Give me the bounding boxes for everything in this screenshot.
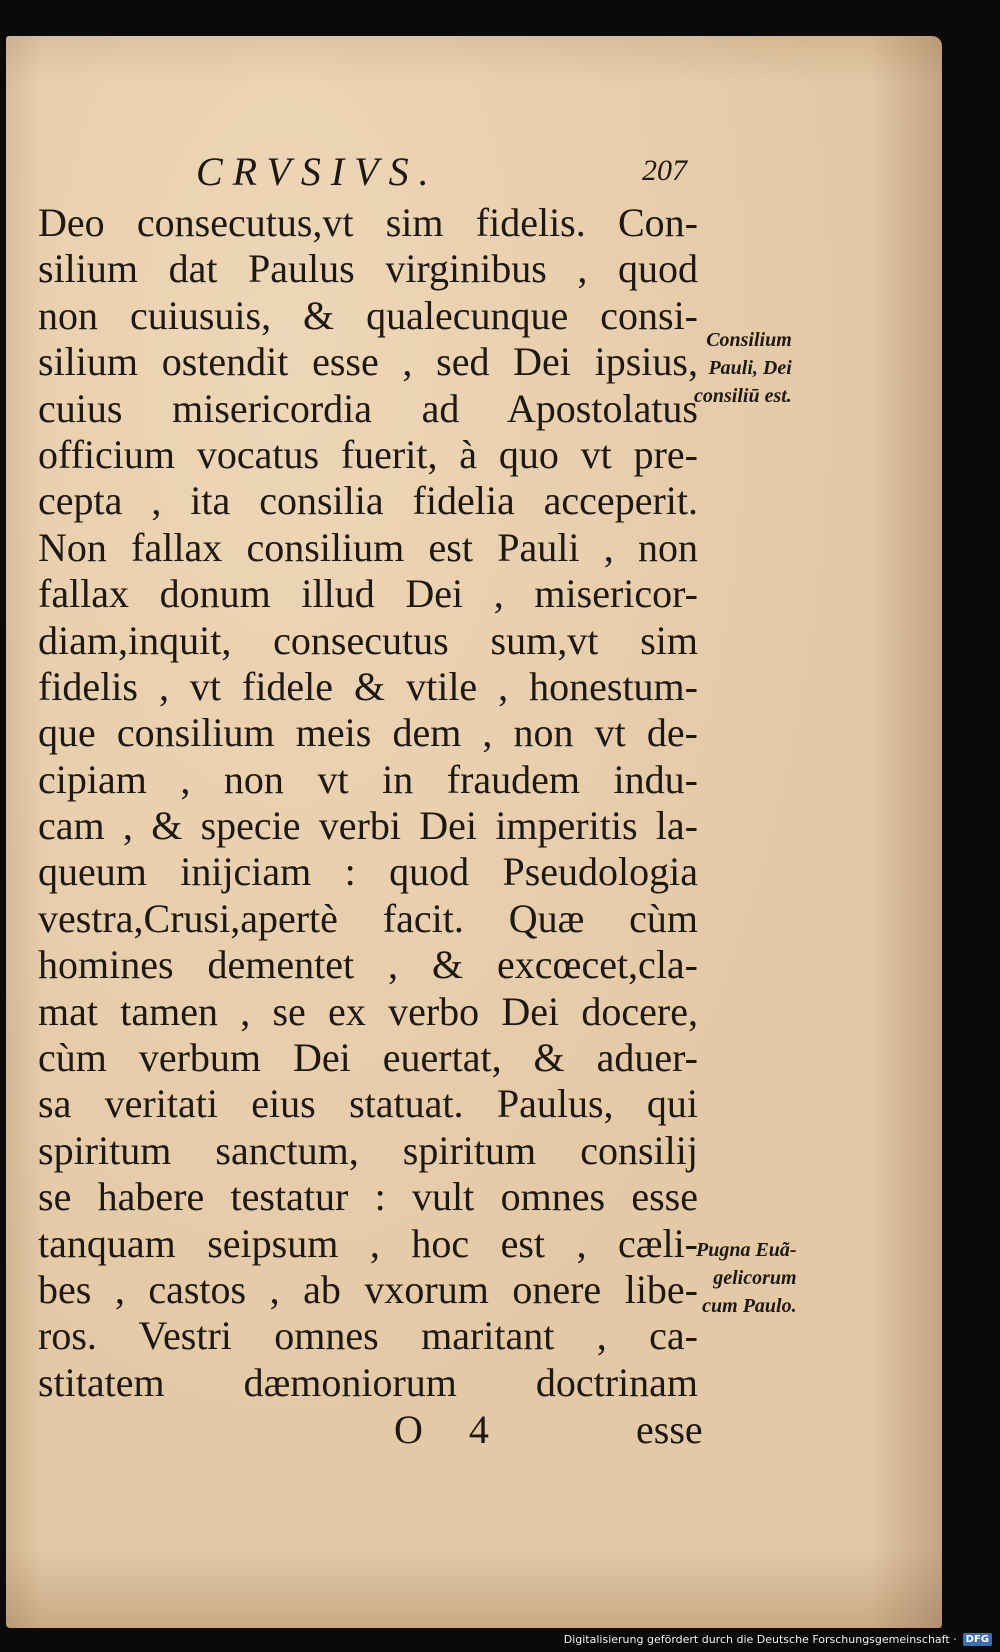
text-line: cùm verbum Dei euertat, & aduer- <box>38 1035 698 1081</box>
credit-text: Digitalisierung gefördert durch die Deutsche Forschungsgemeinschaft · <box>563 1633 957 1646</box>
text-line: mat tamen , se ex verbo Dei docere, <box>38 988 698 1034</box>
text-line: bes , castos , ab vxorum onere libe- <box>38 1266 698 1312</box>
running-head: CRVSIVS. <box>196 149 439 194</box>
dfg-logo: DFG <box>963 1633 992 1646</box>
text-line: fallax donum illud Dei , misericor- <box>38 571 698 617</box>
marginal-note-line: Pauli, Dei <box>708 357 792 379</box>
text-line: Non fallax consilium est Pauli , non <box>38 524 698 570</box>
main-text-block <box>38 200 698 1406</box>
signature-mark: O 4 <box>394 1407 507 1452</box>
marginal-note-consilium <box>694 326 792 410</box>
marginal-note-line: consiliū est. <box>694 385 792 407</box>
text-line: spiritum sanctum, spiritum consilij <box>38 1127 698 1173</box>
book-page <box>6 36 942 1628</box>
page-header <box>6 148 806 198</box>
text-line: que consilium meis dem , non vt de- <box>38 710 698 756</box>
text-line: silium ostendit esse , sed Dei ipsius, <box>38 339 698 385</box>
text-line: tanquam seipsum , hoc est , cæli- <box>38 1220 698 1266</box>
text-line: stitatem dæmoniorum doctrinam <box>38 1359 698 1405</box>
text-line: officium vocatus fuerit, à quo vt pre- <box>38 431 698 477</box>
text-line: cipiam , non vt in fraudem indu- <box>38 756 698 802</box>
marginal-note-line: gelicorum <box>713 1267 797 1289</box>
marginal-note-pugna <box>696 1236 797 1320</box>
marginal-note-line: Consilium <box>706 329 792 351</box>
text-line: homines dementet , & excœcet,cla- <box>38 942 698 988</box>
text-line: vestra,Crusi,apertè facit. Quæ cùm <box>38 895 698 941</box>
text-line: queum inijciam : quod Pseudologia <box>38 849 698 895</box>
digitization-credit <box>564 1633 992 1646</box>
text-line: sa veritati eius statuat. Paulus, qui <box>38 1081 698 1127</box>
text-line: cam , & specie verbi Dei imperitis la- <box>38 803 698 849</box>
page-footer <box>6 1406 726 1456</box>
text-line: cepta , ita consilia fidelia acceperit. <box>38 478 698 524</box>
page-number: 207 <box>642 154 687 187</box>
text-line: cuius misericordia ad Apostolatus <box>38 385 698 431</box>
text-line: se habere testatur : vult omnes esse <box>38 1174 698 1220</box>
text-line: fidelis , vt fidele & vtile , honestum- <box>38 663 698 709</box>
catchword: esse <box>636 1407 703 1452</box>
marginal-note-line: Pugna Euã- <box>696 1239 797 1261</box>
text-line: ros. Vestri omnes maritant , ca- <box>38 1313 698 1359</box>
text-line: silium dat Paulus virginibus , quod <box>38 246 698 292</box>
text-line: diam,inquit, consecutus sum,vt sim <box>38 617 698 663</box>
marginal-note-line: cum Paulo. <box>702 1295 797 1317</box>
text-line: non cuiusuis, & qualecunque consi- <box>38 292 698 338</box>
text-line: Deo consecutus,vt sim fidelis. Con- <box>38 200 698 245</box>
